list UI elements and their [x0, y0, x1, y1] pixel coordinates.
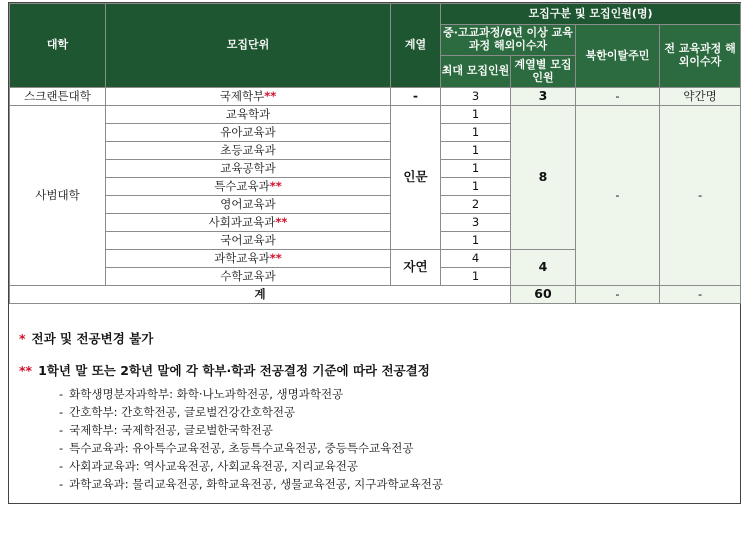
track-cell: - [391, 88, 441, 106]
unit-cell: 초등교육과 [106, 142, 391, 160]
total-all-overseas: - [660, 286, 741, 304]
header-max-quota: 최대 모집인원 [441, 56, 511, 88]
double-star-mark: ** [264, 88, 277, 103]
college-cell: 스크랜튼대학 [10, 88, 106, 106]
note-major-decision: ** 1학년 말 또는 2학년 말에 각 학부·학과 전공결정 기준에 따라 전공결정 [19, 363, 430, 378]
table-row [10, 88, 741, 106]
unit-cell: 유아교육과 [106, 124, 391, 142]
major-list [19, 385, 729, 493]
total-north-korean: - [576, 286, 660, 304]
header-overseas-mid-high: 중·고교과정/6년 이상 교육과정 해외이수자 [441, 25, 576, 56]
unit-cell: 국제학부** [106, 88, 391, 106]
unit-cell: 수학교육과 [106, 268, 391, 286]
footnotes [19, 329, 729, 493]
header-group: 모집구분 및 모집인원(명) [441, 4, 741, 25]
note-no-transfer: * 전과 및 전공변경 불가 [19, 331, 154, 346]
unit-cell: 교육학과 [106, 106, 391, 124]
unit-cell: 국어교육과 [106, 232, 391, 250]
max-quota-cell: 4 [441, 250, 511, 268]
header-track-quota: 계열별 모집인원 [511, 56, 576, 88]
header-unit: 모집단위 [106, 4, 391, 88]
max-quota-cell: 3 [441, 88, 511, 106]
header-north-korean: 북한이탈주민 [576, 25, 660, 88]
unit-cell: 과학교육과** [106, 250, 391, 268]
max-quota-cell: 1 [441, 142, 511, 160]
total-label: 계 [10, 286, 511, 304]
header-track: 계열 [391, 4, 441, 88]
unit-cell: 사회과교육과** [106, 214, 391, 232]
max-quota-cell: 1 [441, 106, 511, 124]
all-overseas-cell: 약간명 [660, 88, 741, 106]
list-item: - 과학교육과: 물리교육전공, 화학교육전공, 생물교육전공, 지구과학교육전공 [59, 477, 443, 491]
table-row [10, 106, 741, 124]
list-item: - 국제학부: 국제학전공, 글로벌한국학전공 [59, 423, 273, 437]
list-item: - 사회과교육과: 역사교육전공, 사회교육전공, 지리교육전공 [59, 459, 358, 473]
north-korean-cell: - [576, 106, 660, 286]
double-star-mark: ** [275, 214, 288, 229]
admission-table-frame [8, 2, 741, 504]
track-cell-science: 자연 [391, 250, 441, 286]
double-star-mark: ** [269, 250, 282, 265]
max-quota-cell: 1 [441, 232, 511, 250]
college-cell: 사범대학 [10, 106, 106, 286]
max-quota-cell: 1 [441, 178, 511, 196]
header-all-overseas: 전 교육과정 해외이수자 [660, 25, 741, 88]
double-star-mark: ** [269, 178, 282, 193]
max-quota-cell: 3 [441, 214, 511, 232]
max-quota-cell: 1 [441, 268, 511, 286]
admission-quota-table [9, 3, 741, 304]
unit-cell: 교육공학과 [106, 160, 391, 178]
header-college: 대학 [10, 4, 106, 88]
science-total-cell: 4 [511, 250, 576, 286]
max-quota-cell: 2 [441, 196, 511, 214]
unit-cell: 영어교육과 [106, 196, 391, 214]
unit-cell: 특수교육과** [106, 178, 391, 196]
list-item: - 화학생명분자과학부: 화학·나노과학전공, 생명과학전공 [59, 387, 344, 401]
all-overseas-cell: - [660, 106, 741, 286]
max-quota-cell: 1 [441, 160, 511, 178]
list-item: - 특수교육과: 유아특수교육전공, 초등특수교육전공, 중등특수교육전공 [59, 441, 414, 455]
total-row [10, 286, 741, 304]
track-cell-humanities: 인문 [391, 106, 441, 250]
north-korean-cell: - [576, 88, 660, 106]
humanities-total-cell: 8 [511, 106, 576, 250]
list-item: - 간호학부: 간호학전공, 글로벌건강간호학전공 [59, 405, 296, 419]
track-quota-cell: 3 [511, 88, 576, 106]
max-quota-cell: 1 [441, 124, 511, 142]
total-value: 60 [511, 286, 576, 304]
